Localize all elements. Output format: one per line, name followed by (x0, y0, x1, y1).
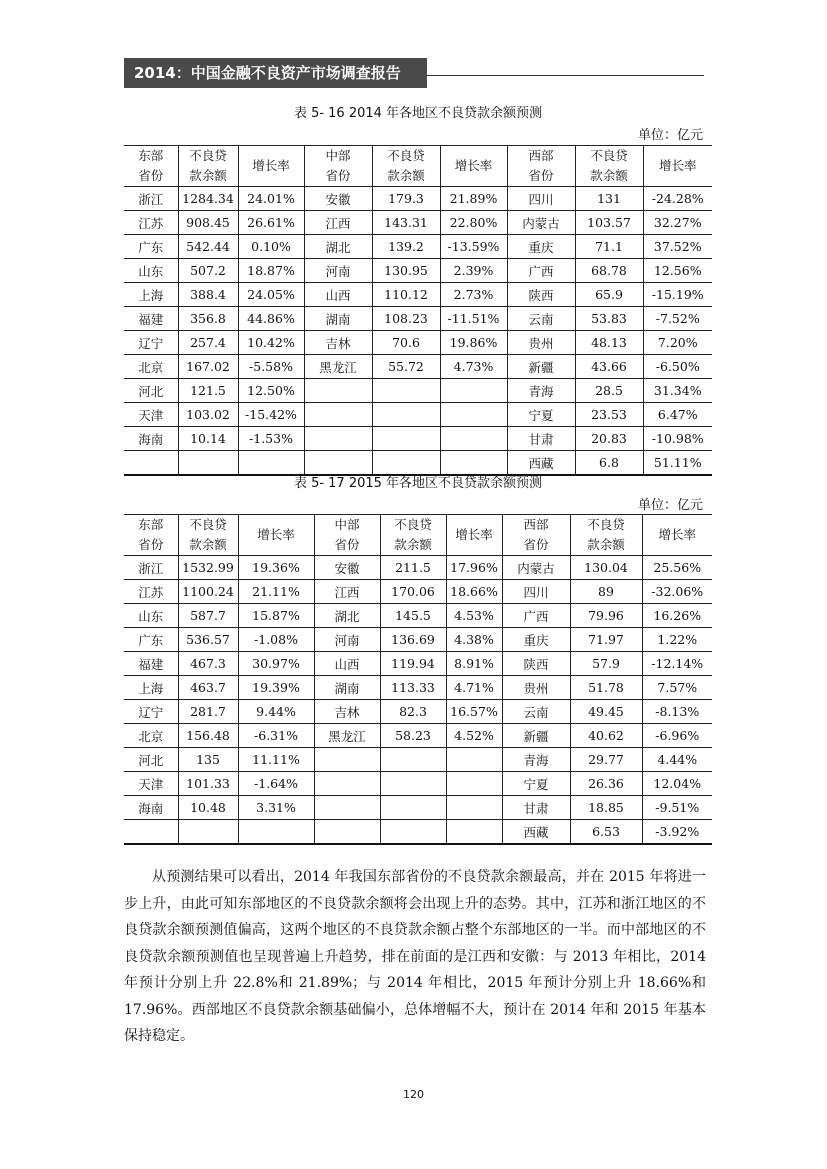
table-cell (304, 427, 372, 451)
table-cell: 156.48 (178, 724, 238, 748)
table-cell: 甘肃 (507, 427, 575, 451)
table-cell: 79.96 (570, 604, 642, 628)
table-cell: 吉林 (304, 331, 372, 355)
table-row (124, 604, 712, 628)
table-cell: 135 (178, 748, 238, 772)
table-cell: 44.86% (238, 307, 304, 331)
column-header: 不良贷 款余额 (178, 146, 238, 187)
table-cell: 536.57 (178, 628, 238, 652)
table-cell: 463.7 (178, 676, 238, 700)
table1-unit: 单位：亿元 (637, 128, 703, 143)
column-header: 增长率 (238, 146, 304, 187)
table-cell: 21.11% (238, 580, 314, 604)
table-cell: 113.33 (380, 676, 446, 700)
table-cell: -3.92% (642, 820, 712, 845)
table-cell: 上海 (124, 676, 178, 700)
table-cell: 10.42% (238, 331, 304, 355)
table-cell: -7.52% (643, 307, 712, 331)
table2-2015-forecast (124, 514, 712, 845)
table-row (124, 259, 712, 283)
table-cell: 9.44% (238, 700, 314, 724)
table1-caption: 表 5- 16 2014 年各地区不良贷款余额预测 (293, 106, 543, 121)
table-cell: 黑龙江 (314, 724, 380, 748)
table-cell: 4.71% (446, 676, 502, 700)
table-cell: 6.47% (643, 403, 712, 427)
table-cell: 71.1 (575, 235, 643, 259)
table-cell: 467.3 (178, 652, 238, 676)
table-cell: 257.4 (178, 331, 238, 355)
table-cell: 江苏 (124, 211, 178, 235)
table-cell: 1284.34 (178, 187, 238, 211)
table-cell: 40.62 (570, 724, 642, 748)
table-cell (446, 820, 502, 845)
table-cell: 云南 (502, 700, 570, 724)
table-cell: 18.66% (446, 580, 502, 604)
table-cell: 23.53 (575, 403, 643, 427)
table-cell: 28.5 (575, 379, 643, 403)
table-cell: -10.98% (643, 427, 712, 451)
table-cell: 119.94 (380, 652, 446, 676)
table-cell: 24.05% (238, 283, 304, 307)
table-cell: 陕西 (507, 283, 575, 307)
table-cell (314, 796, 380, 820)
table-cell: 139.2 (372, 235, 440, 259)
table-cell: 广东 (124, 235, 178, 259)
table-cell: 71.97 (570, 628, 642, 652)
table-cell: 24.01% (238, 187, 304, 211)
table-row (124, 307, 712, 331)
table-cell (178, 820, 238, 845)
table-cell (314, 748, 380, 772)
table-cell: 587.7 (178, 604, 238, 628)
table-cell: 贵州 (502, 676, 570, 700)
table-cell: 浙江 (124, 556, 178, 580)
table-row (124, 355, 712, 379)
table-cell: 4.38% (446, 628, 502, 652)
table-cell: 辽宁 (124, 700, 178, 724)
table-cell (440, 403, 507, 427)
table-cell: 6.8 (575, 451, 643, 476)
table-cell: -6.50% (643, 355, 712, 379)
table-cell: 4.53% (446, 604, 502, 628)
table-cell: 安徽 (314, 556, 380, 580)
table-cell: 281.7 (178, 700, 238, 724)
table-cell (380, 772, 446, 796)
table2-caption: 表 5- 17 2015 年各地区不良贷款余额预测 (293, 476, 543, 491)
table-cell: 32.27% (643, 211, 712, 235)
table-header-row (124, 515, 712, 556)
table-cell: 河北 (124, 748, 178, 772)
table-cell: 17.96% (446, 556, 502, 580)
table-cell: 12.56% (643, 259, 712, 283)
table-cell: 356.8 (178, 307, 238, 331)
table-cell: 388.4 (178, 283, 238, 307)
table-cell: 吉林 (314, 700, 380, 724)
table-cell: 山西 (314, 652, 380, 676)
table-cell: 重庆 (502, 628, 570, 652)
table-cell: -6.31% (238, 724, 314, 748)
table2-unit: 单位：亿元 (637, 498, 703, 513)
table-cell: 26.61% (238, 211, 304, 235)
table-cell: -12.14% (642, 652, 712, 676)
table-row (124, 724, 712, 748)
table-cell: 51.78 (570, 676, 642, 700)
table-cell: 179.3 (372, 187, 440, 211)
table-cell: 15.87% (238, 604, 314, 628)
table-cell (446, 796, 502, 820)
table-cell: 0.10% (238, 235, 304, 259)
column-header: 增长率 (238, 515, 314, 556)
table-cell: 7.20% (643, 331, 712, 355)
table-cell: -6.96% (642, 724, 712, 748)
table-cell: 20.83 (575, 427, 643, 451)
table-cell: -24.28% (643, 187, 712, 211)
table-cell: 4.52% (446, 724, 502, 748)
table-cell: -13.59% (440, 235, 507, 259)
table-cell (238, 820, 314, 845)
table-cell: 103.57 (575, 211, 643, 235)
table-row (124, 820, 712, 845)
column-header: 增长率 (440, 146, 507, 187)
table-cell: 河北 (124, 379, 178, 403)
column-header: 不良贷 款余额 (178, 515, 238, 556)
table-cell: 26.36 (570, 772, 642, 796)
table-cell: 广西 (507, 259, 575, 283)
table-cell: 82.3 (380, 700, 446, 724)
table-row (124, 628, 712, 652)
table-cell: 湖北 (304, 235, 372, 259)
column-header: 增长率 (446, 515, 502, 556)
table-cell: 湖南 (304, 307, 372, 331)
table-row (124, 796, 712, 820)
table-cell: 江西 (314, 580, 380, 604)
table-cell: 130.95 (372, 259, 440, 283)
table-cell: -11.51% (440, 307, 507, 331)
table-cell: 68.78 (575, 259, 643, 283)
table-cell: 18.85 (570, 796, 642, 820)
table-cell: 170.06 (380, 580, 446, 604)
table-cell: 新疆 (507, 355, 575, 379)
table-cell: 21.89% (440, 187, 507, 211)
table-cell: 宁夏 (507, 403, 575, 427)
table-cell: 江苏 (124, 580, 178, 604)
table-row (124, 772, 712, 796)
table-cell: -1.64% (238, 772, 314, 796)
table-row (124, 427, 712, 451)
table-cell: 43.66 (575, 355, 643, 379)
table-row (124, 403, 712, 427)
table-cell: 云南 (507, 307, 575, 331)
table-cell: 宁夏 (502, 772, 570, 796)
table-row (124, 211, 712, 235)
table-cell: 福建 (124, 307, 178, 331)
table-cell: 4.73% (440, 355, 507, 379)
table-cell (380, 748, 446, 772)
table-cell: 广西 (502, 604, 570, 628)
table-cell: 内蒙古 (502, 556, 570, 580)
table-cell: -1.53% (238, 427, 304, 451)
table-cell: -15.42% (238, 403, 304, 427)
table-cell: 18.87% (238, 259, 304, 283)
table-row (124, 283, 712, 307)
table-cell: 25.56% (642, 556, 712, 580)
table-cell: 57.9 (570, 652, 642, 676)
table-cell: 11.11% (238, 748, 314, 772)
table-cell: 青海 (507, 379, 575, 403)
table-cell: 108.23 (372, 307, 440, 331)
table-cell: 重庆 (507, 235, 575, 259)
table-cell: 12.04% (642, 772, 712, 796)
column-header: 增长率 (642, 515, 712, 556)
column-header: 西部 省份 (502, 515, 570, 556)
column-header: 东部 省份 (124, 146, 178, 187)
table-row (124, 235, 712, 259)
table-cell (314, 820, 380, 845)
table-cell (372, 403, 440, 427)
table-cell: 211.5 (380, 556, 446, 580)
table-cell: 江西 (304, 211, 372, 235)
table-cell: 西藏 (507, 451, 575, 476)
table1-2014-forecast (124, 145, 712, 476)
table-cell: 136.69 (380, 628, 446, 652)
table-cell (440, 427, 507, 451)
table-cell: 48.13 (575, 331, 643, 355)
table-cell: 507.2 (178, 259, 238, 283)
table-cell: 北京 (124, 355, 178, 379)
table-cell: 145.5 (380, 604, 446, 628)
table-cell (304, 403, 372, 427)
table-cell: 101.33 (178, 772, 238, 796)
table-cell: 53.83 (575, 307, 643, 331)
table-cell: 上海 (124, 283, 178, 307)
table-cell: 16.57% (446, 700, 502, 724)
table-cell: 河南 (304, 259, 372, 283)
table-cell: 海南 (124, 796, 178, 820)
column-header: 西部 省份 (507, 146, 575, 187)
table-cell: -32.06% (642, 580, 712, 604)
table-cell: 四川 (507, 187, 575, 211)
table-row (124, 556, 712, 580)
table-cell: 167.02 (178, 355, 238, 379)
table-cell: 西藏 (502, 820, 570, 845)
table-row (124, 748, 712, 772)
table-cell: 四川 (502, 580, 570, 604)
table-cell: 2.73% (440, 283, 507, 307)
table-cell: 131 (575, 187, 643, 211)
table-cell (372, 379, 440, 403)
column-header: 增长率 (643, 146, 712, 187)
table-cell: 福建 (124, 652, 178, 676)
table-cell: 103.02 (178, 403, 238, 427)
table-cell (380, 820, 446, 845)
table-cell (380, 796, 446, 820)
table-cell: 4.44% (642, 748, 712, 772)
table-cell: 19.36% (238, 556, 314, 580)
column-header: 不良贷 款余额 (575, 146, 643, 187)
table-cell: 8.91% (446, 652, 502, 676)
table-cell: 贵州 (507, 331, 575, 355)
table-cell: 3.31% (238, 796, 314, 820)
table-cell: 陕西 (502, 652, 570, 676)
table-cell: 1100.24 (178, 580, 238, 604)
table-row (124, 331, 712, 355)
table-cell: 89 (570, 580, 642, 604)
header-rule (427, 75, 704, 76)
table-cell: 湖南 (314, 676, 380, 700)
table-cell: -9.51% (642, 796, 712, 820)
table-cell: 37.52% (643, 235, 712, 259)
table-cell: 58.23 (380, 724, 446, 748)
table-cell: -8.13% (642, 700, 712, 724)
table-cell (304, 379, 372, 403)
table-cell: 天津 (124, 772, 178, 796)
table-row (124, 652, 712, 676)
table-cell: 55.72 (372, 355, 440, 379)
table-cell: -5.58% (238, 355, 304, 379)
table-row (124, 379, 712, 403)
table-cell: 青海 (502, 748, 570, 772)
table-row (124, 700, 712, 724)
table-cell: 黑龙江 (304, 355, 372, 379)
column-header: 中部 省份 (304, 146, 372, 187)
column-header: 中部 省份 (314, 515, 380, 556)
table-row (124, 187, 712, 211)
table-cell: 山西 (304, 283, 372, 307)
table-cell: 542.44 (178, 235, 238, 259)
table-cell: 51.11% (643, 451, 712, 476)
table-cell: 110.12 (372, 283, 440, 307)
table-cell: 12.50% (238, 379, 304, 403)
table-cell (440, 379, 507, 403)
table-cell: 北京 (124, 724, 178, 748)
table-cell: 1532.99 (178, 556, 238, 580)
table-cell: 908.45 (178, 211, 238, 235)
table-cell: 30.97% (238, 652, 314, 676)
table-cell (314, 772, 380, 796)
report-header-title: 2014：中国金融不良资产市场调查报告 (124, 58, 427, 88)
table-cell: 安徽 (304, 187, 372, 211)
table-cell: -15.19% (643, 283, 712, 307)
table-cell: 1.22% (642, 628, 712, 652)
table-cell: 内蒙古 (507, 211, 575, 235)
column-header: 东部 省份 (124, 515, 178, 556)
table-cell: 7.57% (642, 676, 712, 700)
table-cell: 浙江 (124, 187, 178, 211)
table-cell: 143.31 (372, 211, 440, 235)
table-cell: 6.53 (570, 820, 642, 845)
table-cell (446, 748, 502, 772)
table-cell: 湖北 (314, 604, 380, 628)
analysis-paragraph: 从预测结果可以看出，2014 年我国东部省份的不良贷款余额最高，并在 2015 年将进一步上升，由此可知东部地区的不良贷款余额将会出现上升的态势。其中，江苏和浙江地区的不良贷款余额预测值偏高，这两个地区的不良贷款余额占整个东部地区的一半。而中部地区的不良贷款余额预测值也呈现普遍上升趋势，排在前面的是江西和安徽：与 2013 年相比，2014 年预计分别上升 22.8%和 21.89%；与 2014 年相比，2015 年预计分别上升 18.66%和 17.96%。西部地区不良贷款余额基础偏小，总体增幅不大，预计在 2014 年和 2015 年基本保持稳定。 (124, 869, 706, 1044)
column-header: 不良贷 款余额 (372, 146, 440, 187)
table-cell: 22.80% (440, 211, 507, 235)
table-row (124, 580, 712, 604)
table-cell: 19.86% (440, 331, 507, 355)
table-cell: 山东 (124, 259, 178, 283)
table-cell: 10.14 (178, 427, 238, 451)
table-cell: 16.26% (642, 604, 712, 628)
table-cell: 121.5 (178, 379, 238, 403)
table-cell: 山东 (124, 604, 178, 628)
table-cell: 新疆 (502, 724, 570, 748)
table-cell (446, 772, 502, 796)
table-cell: 河南 (314, 628, 380, 652)
table-cell (372, 427, 440, 451)
table-cell: 辽宁 (124, 331, 178, 355)
table-cell: 天津 (124, 403, 178, 427)
table-header-row (124, 146, 712, 187)
table-cell: 2.39% (440, 259, 507, 283)
table-cell: 49.45 (570, 700, 642, 724)
table-cell: 19.39% (238, 676, 314, 700)
table-cell: 广东 (124, 628, 178, 652)
page-number: 120 (403, 1088, 424, 1101)
table-row (124, 676, 712, 700)
table-cell: 海南 (124, 427, 178, 451)
table-cell: 甘肃 (502, 796, 570, 820)
table-cell: -1.08% (238, 628, 314, 652)
column-header: 不良贷 款余额 (570, 515, 642, 556)
table-cell: 31.34% (643, 379, 712, 403)
table-cell: 65.9 (575, 283, 643, 307)
table-cell: 130.04 (570, 556, 642, 580)
table-cell: 10.48 (178, 796, 238, 820)
table-cell: 29.77 (570, 748, 642, 772)
table-cell: 70.6 (372, 331, 440, 355)
table-cell (124, 820, 178, 845)
column-header: 不良贷 款余额 (380, 515, 446, 556)
